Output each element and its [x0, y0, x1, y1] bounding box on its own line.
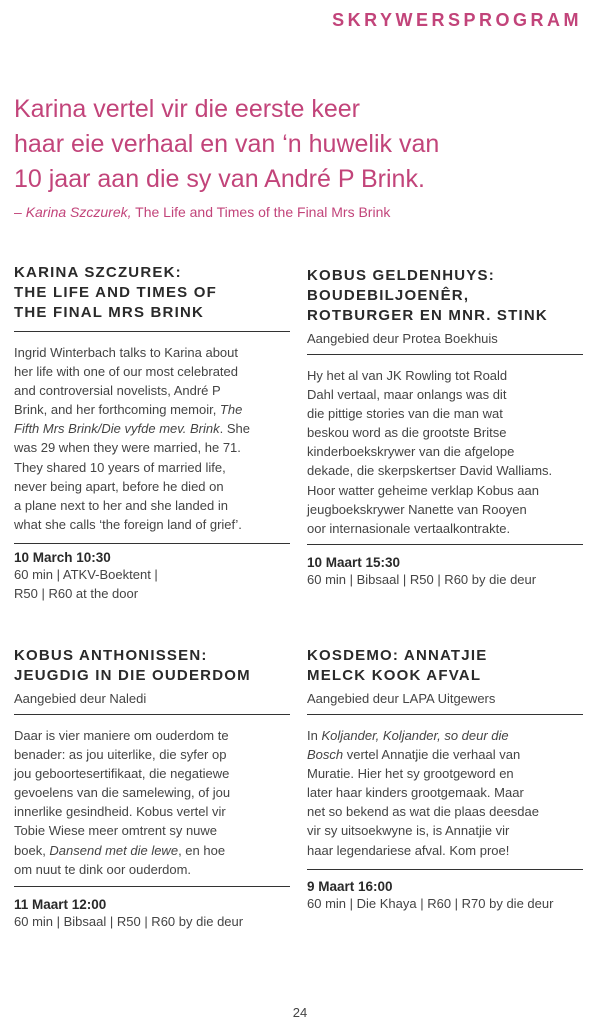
event-kobus-anthonissen: [14, 646, 290, 931]
desc-line: [14, 419, 290, 438]
event-karina-szczurek: [14, 263, 290, 603]
desc-italic: Bosch: [307, 747, 344, 763]
quote-line: haar eie verhaal en van ‘n huwelik van: [14, 130, 440, 158]
event-title-line: KOBUS GELDENHUYS:: [307, 267, 495, 284]
event-title-line: KOSDEMO: ANNATJIE: [307, 647, 488, 664]
desc-line: kinderboekskrywer van die afgelope: [307, 444, 515, 460]
desc-line: her life with one of our most celebrated: [14, 364, 239, 380]
divider: [307, 544, 583, 545]
desc-line: oor internasionale vertaalkontrakte.: [307, 520, 511, 536]
event-datetime: 10 Maart 15:30: [307, 554, 401, 570]
divider: [14, 714, 290, 715]
quote-line: 10 jaar aan die sy van André P Brink.: [14, 165, 425, 193]
event-kosdemo-annatjie-melck: [307, 646, 583, 913]
event-kobus-geldenhuys: [307, 266, 583, 589]
desc-text: Brink, and her forthcoming memoir,: [14, 402, 220, 418]
desc-line: and controversial novelists, André P: [14, 383, 221, 399]
event-title-line: MELCK KOOK AFVAL: [307, 667, 482, 684]
desc-line: Hy het al van JK Rowling tot Roald: [307, 368, 508, 383]
event-datetime: 11 Maart 12:00: [14, 896, 107, 912]
desc-line: Dahl vertaal, maar onlangs was dit: [307, 387, 507, 403]
detail-line: 60 min | Die Khaya | R60 | R70 by die deur: [307, 895, 554, 911]
attribution-name: Karina Szczurek,: [25, 204, 132, 220]
event-title-line: JEUGDIG IN DIE OUDERDOM: [14, 667, 251, 684]
desc-line: Daar is vier maniere om ouderdom te: [14, 728, 229, 743]
event-datetime: 10 March 10:30: [14, 549, 111, 565]
detail-line: 60 min | ATKV-Boektent |: [14, 566, 158, 582]
detail-line: R50 | R60 at the door: [14, 585, 139, 601]
desc-text: boek,: [14, 842, 50, 858]
event-details: [14, 912, 290, 931]
desc-line: jeugboekskrywer Nanette van Rooyen: [307, 501, 527, 517]
desc-line: vir sy uitsoekwyne is, is Annatjie vir: [307, 823, 510, 839]
event-sponsor: Aangebied deur LAPA Uitgewers: [307, 691, 496, 706]
desc-line: what she calls ‘the foreign land of grief’.: [14, 516, 242, 532]
desc-line: Tobie Wiese meer omtrent sy nuwe: [14, 823, 218, 839]
event-title: [307, 646, 583, 686]
event-details: [307, 570, 583, 589]
desc-line: Muratie. Hier het sy grootgeword en: [307, 766, 514, 782]
desc-line: dekade, die skerpskertser David Walliams.: [307, 463, 553, 479]
desc-italic: Koljander, Koljander, so deur die: [321, 728, 509, 743]
desc-line: They shared 10 years of married life,: [14, 459, 226, 475]
desc-line: later haar kinders grootgemaak. Maar: [307, 785, 524, 801]
quote-attribution: [14, 204, 390, 220]
divider: [307, 869, 583, 870]
desc-text: . She: [219, 421, 250, 437]
event-title-line: BOUDEBILJOENÊR,: [307, 287, 470, 304]
desc-line: innerlike gesindheid. Kobus vertel vir: [14, 804, 226, 820]
desc-line: gevoelens van die samelewing, of jou: [14, 785, 231, 801]
event-title: [14, 646, 290, 686]
desc-text: , en hoe: [178, 842, 226, 858]
desc-line: [14, 841, 290, 860]
desc-italic: Dansend met die lewe: [49, 842, 179, 858]
divider: [307, 354, 583, 355]
event-title-line: THE LIFE AND TIMES OF: [14, 284, 217, 301]
desc-line: die pittige stories van die man wat: [307, 406, 503, 422]
desc-italic: The: [219, 402, 243, 418]
detail-line: 60 min | Bibsaal | R50 | R60 by die deur: [14, 913, 244, 929]
desc-line: [307, 726, 583, 745]
event-sponsor: Aangebied deur Naledi: [14, 691, 147, 706]
section-title: SKRYWERSPROGRAM: [332, 10, 582, 30]
event-details: [307, 894, 583, 913]
desc-line: Ingrid Winterbach talks to Karina about: [14, 345, 239, 360]
desc-text: In: [307, 728, 322, 743]
desc-line: om nuut te dink oor ouderdom.: [14, 861, 192, 877]
desc-italic: Fifth Mrs Brink/Die vyfde mev. Brink: [14, 421, 220, 437]
detail-line: 60 min | Bibsaal | R50 | R60 by die deur: [307, 571, 537, 587]
event-title-line: THE FINAL MRS BRINK: [14, 304, 205, 321]
desc-line: haar legendariese afval. Kom proe!: [307, 842, 510, 858]
event-description: [14, 726, 290, 879]
event-description: [307, 726, 583, 860]
desc-line: beskou word as die grootste Britse: [307, 425, 507, 441]
desc-line: was 29 when they were married, he 71.: [14, 440, 241, 456]
desc-line: benader: as jou uiterlike, die syfer op: [14, 747, 227, 763]
desc-line: never being apart, before he died on: [14, 478, 224, 494]
event-title-line: ROTBURGER EN MNR. STINK: [307, 307, 548, 324]
desc-line: a plane next to her and she landed in: [14, 497, 228, 513]
event-title: [307, 266, 583, 326]
attribution-dash: –: [14, 204, 26, 220]
event-description: [307, 366, 583, 538]
event-details: [14, 565, 290, 603]
event-sponsor: Aangebied deur Protea Boekhuis: [307, 331, 498, 346]
divider: [14, 331, 290, 332]
pull-quote: [14, 92, 574, 197]
event-title: [14, 263, 290, 323]
desc-line: Hoor watter geheime verklap Kobus aan: [307, 482, 539, 498]
event-description: [14, 343, 290, 534]
page-number: 24: [292, 1005, 308, 1020]
event-datetime: 9 Maart 16:00: [307, 878, 393, 894]
quote-line: Karina vertel vir die eerste keer: [14, 95, 360, 123]
desc-line: net so bekend as wat die plaas deesdae: [307, 804, 540, 820]
divider: [14, 543, 290, 544]
desc-line: [307, 745, 583, 764]
divider: [307, 714, 583, 715]
desc-line: jou geboortesertifikaat, die negatiewe: [14, 766, 230, 782]
event-title-line: KOBUS ANTHONISSEN:: [14, 647, 208, 664]
attribution-title: The Life and Times of the Final Mrs Brink: [131, 204, 391, 220]
event-title-line: KARINA SZCZUREK:: [14, 264, 182, 281]
desc-text: vertel Annatjie die verhaal van: [343, 747, 521, 763]
desc-line: [14, 400, 290, 419]
divider: [14, 886, 290, 887]
